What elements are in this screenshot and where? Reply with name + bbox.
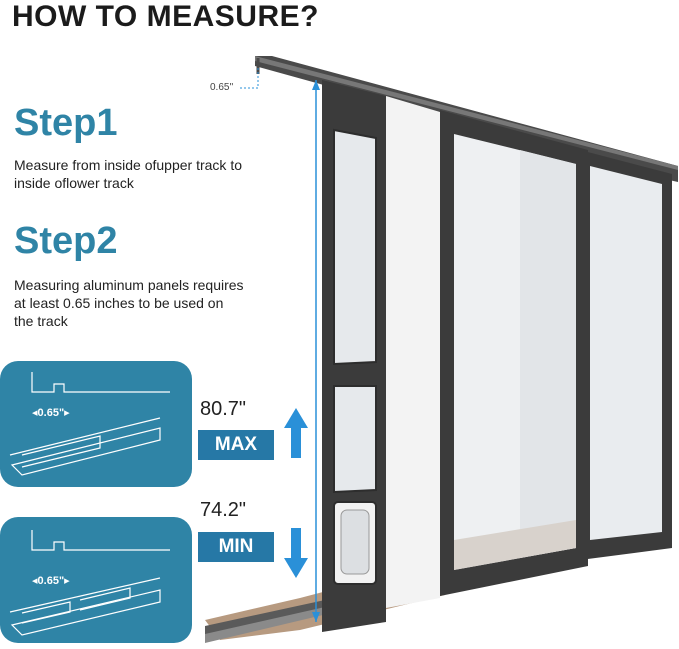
fixed-door-glass <box>590 166 662 540</box>
track-width-label-2: ◂0.65"▸ <box>32 575 70 587</box>
track-width-label-1: ◂0.65"▸ <box>32 407 70 419</box>
right-arrow-icon: ▸ <box>64 575 70 587</box>
left-arrow-icon: ◂ <box>32 575 38 587</box>
step2-text: Measuring aluminum panels requires at least 0.65 inches to be used on the track <box>14 277 244 329</box>
step2-heading: Step2 <box>14 220 118 262</box>
left-arrow-icon: ◂ <box>32 407 38 419</box>
max-badge: MAX <box>198 430 274 460</box>
panel-glass-top <box>334 130 376 364</box>
track-detail-card-1 <box>0 361 192 487</box>
gap-label: 0.65'' <box>210 82 234 93</box>
track-detail-card-2 <box>0 517 192 643</box>
right-arrow-icon: ▸ <box>64 407 70 419</box>
panel-glass-mid <box>334 386 376 492</box>
step1-heading: Step1 <box>14 102 118 144</box>
page-title: HOW TO MEASURE? <box>12 0 319 33</box>
min-badge: MIN <box>198 532 274 562</box>
max-up-arrow <box>284 408 308 458</box>
max-measurement: 80.7" <box>200 398 247 420</box>
step1-text: Measure from inside ofupper track to inside oflower track <box>14 157 242 191</box>
pet-flap <box>341 510 369 574</box>
min-measurement: 74.2" <box>200 499 247 521</box>
min-down-arrow <box>284 528 308 578</box>
